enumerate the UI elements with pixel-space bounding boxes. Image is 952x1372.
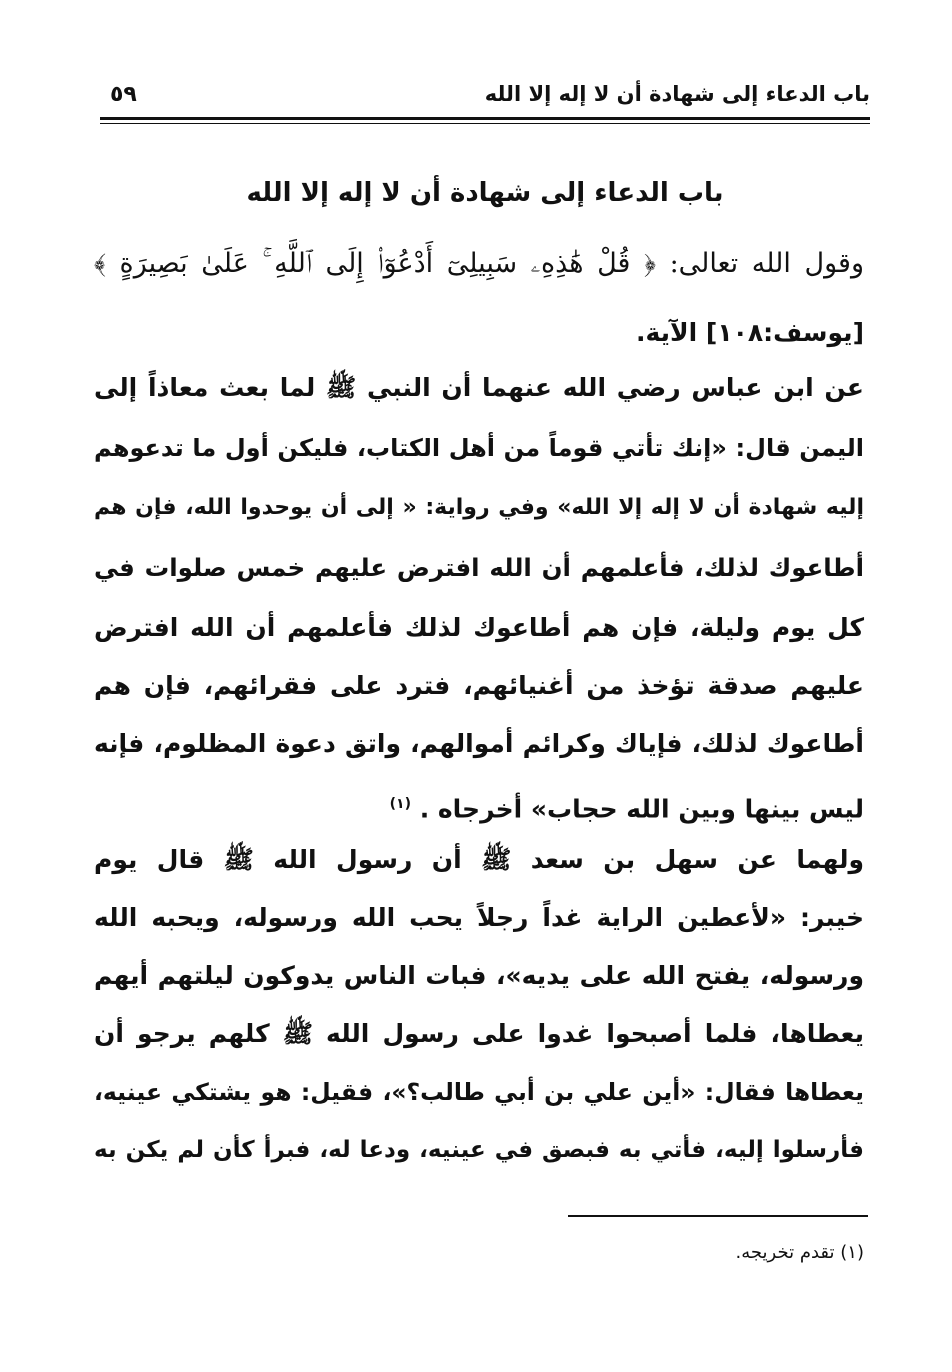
header-rule-thin [100, 123, 870, 124]
footnote: (١) تقدم تخريجه. [735, 1242, 864, 1263]
footnote-rule [568, 1215, 868, 1217]
verse-reference-line: [يوسف:١٠٨] الآية. [636, 318, 864, 347]
running-header [100, 78, 870, 114]
chapter-title: باب الدعاء إلى شهادة أن لا إله إلا الله [246, 178, 724, 208]
paragraph-line: عليهم صدقة تؤخذ من أغنيائهم، فترد على فقرائهم، فإن هم [94, 671, 864, 700]
paragraph-line: ورسوله، يفتح الله على يديه»، فبات الناس يدوكون ليلتهم أيهم [94, 961, 864, 990]
paragraph-line: ولهما عن سهل بن سعد ﷺ أن رسول الله ﷺ قال يوم [94, 845, 864, 874]
paragraph-last-line: ليس بينها وبين الله حجاب» أخرجاه . $^{(١)}$ [389, 794, 864, 824]
paragraph-line: فأرسلوا إليه، فأتي به فبصق في عينيه، ودعا له، فبرأ كأن لم يكن به [94, 1137, 864, 1163]
paragraph-line: كل يوم وليلة، فإن هم أطاعوك لذلك فأعلمهم أن الله افترض [94, 613, 864, 642]
paragraph-line: خيبر: «لأعطين الراية غداً رجلاً يحب الله ورسوله، ويحبه الله [94, 903, 864, 932]
paragraph-line: اليمن قال: «إنك تأتي قوماً من أهل الكتاب، فليكن أول ما تدعوهم [94, 434, 864, 462]
footnote-marker[interactable]: (١) [389, 796, 411, 812]
paragraph-line: أطاعوك لذلك، فأعلمهم أن الله افترض عليهم خمس صلوات في [94, 553, 864, 582]
paragraph-line: إليه شهادة أن لا إله إلا الله» وفي رواية: « إلى أن يوحدوا الله، فإن هم [94, 495, 864, 520]
paragraph-line: عن ابن عباس رضي الله عنهما أن النبي ﷺ لما بعث معاذاً إلى [94, 373, 864, 402]
paragraph-line: أطاعوك لذلك، فإياك وكرائم أموالهم، واتق دعوة المظلوم، فإنه [94, 729, 864, 758]
running-title: باب الدعاء إلى شهادة أن لا إله إلا الله [484, 82, 870, 106]
verse-line: وقول الله تعالى: ﴿ قُلْ هَٰذِهِۦ سَبِيلِىٓ أَدْعُوٓا۟ إِلَى ٱللَّهِ ۚ عَلَىٰ بَصِيرَةٍ ﴾ [94, 248, 864, 279]
page-number: ٥٩ [110, 82, 137, 107]
paragraph-line: يعطاها فقال: «أين علي بن أبي طالب؟»، فقيل: هو يشتكي عينيه، [94, 1078, 864, 1106]
paragraph-line: يعطاها، فلما أصبحوا غدوا على رسول الله ﷺ كلهم يرجو أن [94, 1019, 864, 1048]
header-rule [100, 117, 870, 120]
